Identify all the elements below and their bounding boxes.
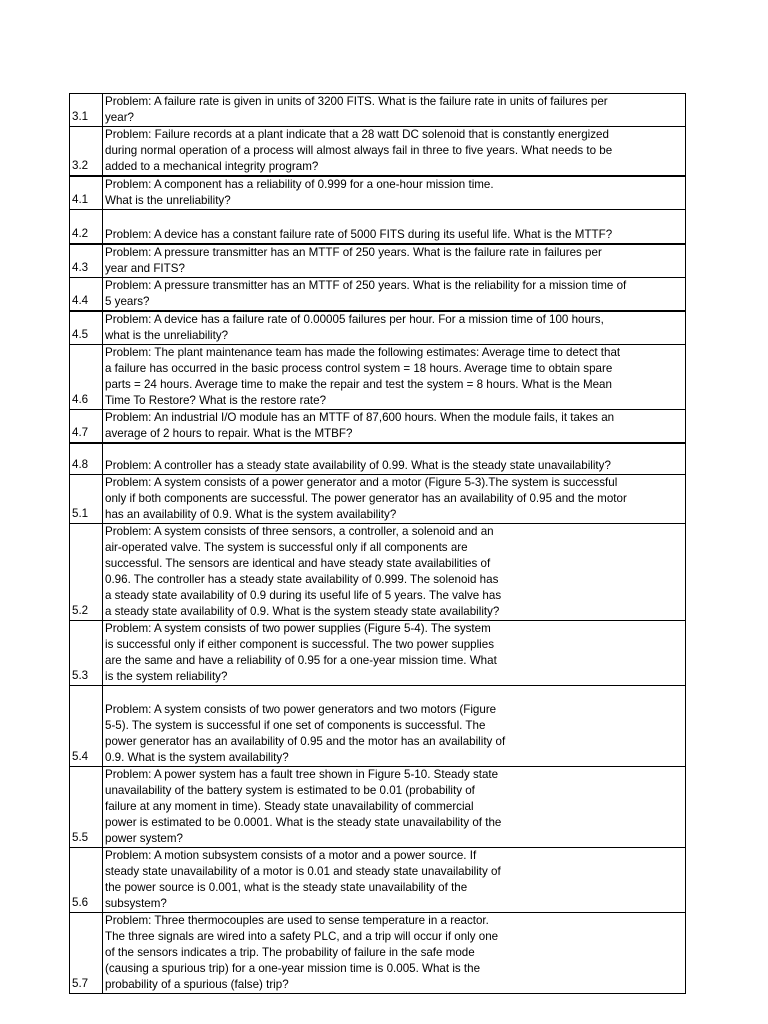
table-row (70, 210, 686, 244)
table-row (70, 475, 686, 524)
problem-text: Problem: A motion subsystem consists of a motor and a power source. If steady state unavailability of a motor is 0.01 and steady state unavailability of the power source is 0.001, what is the steady state unavailability of the subsystem? (103, 848, 686, 913)
table-row (70, 913, 686, 994)
problem-number: 4.8 (70, 443, 103, 475)
problem-text: Problem: A component has a reliability of 0.999 for a one-hour mission time. What is the unreliability? (103, 176, 686, 210)
problem-number: 4.1 (70, 176, 103, 210)
problem-text: Problem: A pressure transmitter has an MTTF of 250 years. What is the reliability for a mission time of 5 years? (103, 277, 686, 311)
problem-text: Problem: A system consists of three sensors, a controller, a solenoid and an air-operated valve. The system is successful only if all components are successful. The sensors are identical and have steady state availabilities of 0.96. The controller has a steady state availability of 0.999. The solenoid has a steady state availability of 0.9 during its useful life of 5 years. The valve has a steady state availability of 0.9. What is the system steady state availability? (103, 524, 686, 621)
problem-number: 5.7 (70, 913, 103, 994)
problem-number: 4.3 (70, 244, 103, 278)
problem-number: 4.7 (70, 409, 103, 443)
problem-text: Problem: A failure rate is given in units of 3200 FITS. What is the failure rate in units of failures per year? (103, 94, 686, 127)
table-row (70, 244, 686, 278)
problem-text: Problem: A device has a failure rate of 0.00005 failures per hour. For a mission time of 100 hours, what is the unreliability? (103, 311, 686, 345)
problem-number: 4.5 (70, 311, 103, 345)
table-row (70, 767, 686, 848)
problem-number: 3.2 (70, 127, 103, 177)
problem-text: Problem: Three thermocouples are used to sense temperature in a reactor. The three signals are wired into a safety PLC, and a trip will occur if only one of the sensors indicates a trip. The probability of failure in the safe mode (causing a spurious trip) for a one-year mission time is 0.005. What is the probability of a spurious (false) trip? (103, 913, 686, 994)
table-row (70, 176, 686, 210)
table-row (70, 621, 686, 686)
problem-text: Problem: A pressure transmitter has an MTTF of 250 years. What is the failure rate in failures per year and FITS? (103, 244, 686, 278)
problem-text: Problem: The plant maintenance team has made the following estimates: Average time to detect that a failure has occurred in the basic process control system = 18 hours. Average time to obtain spare parts = 24 hours. Average time to make the repair and test the system = 8 hours. What is the Mean Time To Restore? What is the restore rate? (103, 344, 686, 409)
problem-text: Problem: A system consists of a power generator and a motor (Figure 5-3).The system is successful only if both components are successful. The power generator has an availability of 0.95 and the motor has an availability of 0.9. What is the system availability? (103, 475, 686, 524)
problem-text: Problem: An industrial I/O module has an MTTF of 87,600 hours. When the module fails, it takes an average of 2 hours to repair. What is the MTBF? (103, 409, 686, 443)
problem-number: 5.3 (70, 621, 103, 686)
table-row (70, 311, 686, 345)
problem-number: 5.1 (70, 475, 103, 524)
table-row (70, 686, 686, 767)
problem-text: Problem: Failure records at a plant indicate that a 28 watt DC solenoid that is constantly energized during normal operation of a process will almost always fail in three to five years. What needs to be added to a mechanical integrity program? (103, 127, 686, 177)
table-row (70, 277, 686, 311)
table-row (70, 94, 686, 127)
problem-number: 5.2 (70, 524, 103, 621)
problem-text: Problem: A system consists of two power supplies (Figure 5-4). The system is successful only if either component is successful. The two power supplies are the same and have a reliability of 0.95 for a one-year mission time. What is the system reliability? (103, 621, 686, 686)
table-row (70, 344, 686, 409)
table-row (70, 443, 686, 475)
problem-number: 4.4 (70, 277, 103, 311)
problem-number: 4.2 (70, 210, 103, 244)
problem-text: Problem: A power system has a fault tree shown in Figure 5-10. Steady state unavailability of the battery system is estimated to be 0.01 (probability of failure at any moment in time). Steady state unavailability of commercial power is estimated to be 0.0001. What is the steady state unavailability of the power system? (103, 767, 686, 848)
problem-text: Problem: A system consists of two power generators and two motors (Figure 5-5). The system is successful if one set of components is successful. The power generator has an availability of 0.95 and the motor has an availability of 0.9. What is the system availability? (103, 686, 686, 767)
problem-table (69, 93, 686, 994)
problem-text: Problem: A device has a constant failure rate of 5000 FITS during its useful life. What is the MTTF? (103, 210, 686, 244)
problem-text: Problem: A controller has a steady state availability of 0.99. What is the steady state unavailability? (103, 443, 686, 475)
table-row (70, 524, 686, 621)
problem-number: 4.6 (70, 344, 103, 409)
problem-number: 5.6 (70, 848, 103, 913)
table-row (70, 127, 686, 177)
problem-number: 3.1 (70, 94, 103, 127)
table-row (70, 848, 686, 913)
table-row (70, 409, 686, 443)
problem-number: 5.5 (70, 767, 103, 848)
problem-number: 5.4 (70, 686, 103, 767)
